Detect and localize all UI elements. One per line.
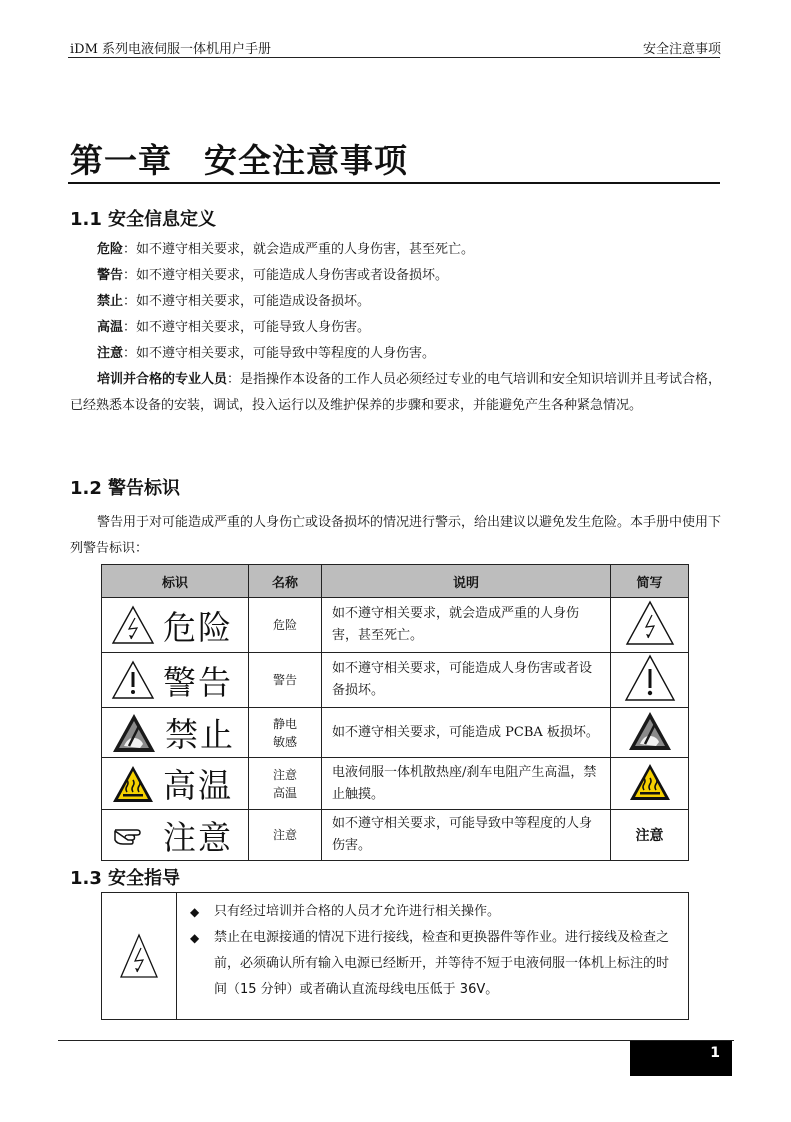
pointing-hand-icon xyxy=(111,820,151,850)
header-divider xyxy=(68,57,720,58)
sign-name: 静电 敏感 xyxy=(249,708,322,758)
warning-sign-table xyxy=(101,564,689,861)
sign-word: 危险 xyxy=(163,607,233,647)
warning-intro: 警告用于对可能造成严重的人身伤亡或设备损坏的情况进行警示，给出建议以避免发生危险。本手册中使用下列警告标识： xyxy=(70,515,722,556)
chapter-label: 第一章 xyxy=(70,141,172,180)
table-row xyxy=(102,653,689,708)
sign-name: 危险 xyxy=(249,598,322,653)
exclamation-triangle-icon xyxy=(624,654,676,702)
definition-warning xyxy=(70,263,722,289)
section-number: 1.3 xyxy=(70,868,102,889)
definition-prohibited xyxy=(70,289,722,315)
diamond-bullet-icon: ◆ xyxy=(190,905,200,919)
definition-text: ：如不遵守相关要求，可能造成设备损坏。 xyxy=(123,294,371,309)
definition-term: 高温 xyxy=(97,320,124,335)
sign-abbreviation xyxy=(611,598,689,653)
hot-surface-icon xyxy=(628,762,672,802)
caution-sign xyxy=(103,812,247,859)
column-header-abbreviation: 简写 xyxy=(611,565,689,598)
chapter-title xyxy=(70,135,408,182)
sign-name: 警告 xyxy=(249,653,322,708)
sign-description: 如不遵守相关要求，可能造成 PCBA 板损坏。 xyxy=(322,708,611,758)
list-item xyxy=(190,899,680,925)
table-row xyxy=(102,810,689,861)
definition-term: 危险 xyxy=(97,242,124,257)
chapter-rule xyxy=(68,182,720,184)
sign-description: 如不遵守相关要求，可能导致中等程度的人身伤害。 xyxy=(322,810,611,861)
definition-text: ：是指操作本设备的工作人员必须经过专业的电气培训和安全知识培训并且考试合格，已经熟悉本设备的安装，调试，投入运行以及维护保养的步骤和要求，并能避免产生各种紧急情况。 xyxy=(70,372,722,413)
page-number-box xyxy=(630,1041,732,1076)
column-header-description: 说明 xyxy=(322,565,611,598)
caution-abbreviation-text: 注意 xyxy=(635,828,664,844)
definition-text: ：如不遵守相关要求，就会造成严重的人身伤害，甚至死亡。 xyxy=(123,242,475,257)
esd-sensitive-icon xyxy=(627,710,673,752)
sign-word: 高温 xyxy=(163,766,233,805)
sign-word: 警告 xyxy=(163,662,233,702)
header-doc-title: iDM 系列电液伺服一体机用户手册 xyxy=(70,42,272,57)
safety-guide-box xyxy=(101,892,689,1020)
chapter-name: 安全注意事项 xyxy=(204,141,408,180)
sign-abbreviation xyxy=(611,708,689,758)
list-item-text: 禁止在电源接通的情况下进行接线，检查和更换器件等作业。进行接线及检查之前，必须确认所有输入电源已经断开，并等待不短于电液伺服一体机上标注的时间（15 分钟）或者确认直流母线电压低于 36V。 xyxy=(214,930,670,997)
definition-term: 警告 xyxy=(97,268,124,283)
hot-surface-sign xyxy=(103,760,247,807)
section-heading-1-2 xyxy=(70,474,180,500)
header-section-title: 安全注意事项 xyxy=(642,42,721,57)
table-row xyxy=(102,598,689,653)
sign-description: 如不遵守相关要求，可能造成人身伤害或者设备损坏。 xyxy=(322,653,611,708)
esd-sensitive-icon xyxy=(111,712,157,754)
sign-word: 注意 xyxy=(163,817,233,857)
safety-guide-list xyxy=(190,899,680,1003)
section-title: 安全指导 xyxy=(108,868,180,889)
section-number: 1.2 xyxy=(70,478,102,499)
column-header-sign: 标识 xyxy=(102,565,249,598)
warning-sign xyxy=(103,657,247,704)
sign-name: 注意 xyxy=(249,810,322,861)
sign-description: 如不遵守相关要求，就会造成严重的人身伤害，甚至死亡。 xyxy=(322,598,611,653)
definition-term: 禁止 xyxy=(97,294,124,309)
lightning-triangle-icon xyxy=(119,933,159,979)
section-title: 安全信息定义 xyxy=(108,209,216,230)
section-heading-1-3 xyxy=(70,864,180,890)
definition-text: ：如不遵守相关要求，可能导致中等程度的人身伤害。 xyxy=(123,346,436,361)
definition-term: 培训并合格的专业人员 xyxy=(97,372,228,387)
danger-sign xyxy=(103,602,247,649)
table-header-row xyxy=(102,565,689,598)
prohibited-sign xyxy=(103,709,247,756)
page-number: 1 xyxy=(710,1045,720,1061)
list-item xyxy=(190,925,680,1003)
lightning-triangle-icon xyxy=(625,600,675,646)
column-header-name: 名称 xyxy=(249,565,322,598)
definition-danger xyxy=(70,237,722,263)
definitions-block xyxy=(70,237,722,419)
definition-hot xyxy=(70,315,722,341)
sign-description: 电液伺服一体机散热座/刹车电阻产生高温，禁止触摸。 xyxy=(322,758,611,810)
list-item-text: 只有经过培训并合格的人员才允许进行相关操作。 xyxy=(214,904,501,919)
exclamation-triangle-icon xyxy=(111,660,155,700)
table-row xyxy=(102,758,689,810)
section-number: 1.1 xyxy=(70,209,102,230)
definition-text: ：如不遵守相关要求，可能导致人身伤害。 xyxy=(123,320,371,335)
definition-term: 注意 xyxy=(97,346,124,361)
diamond-bullet-icon: ◆ xyxy=(190,931,200,945)
definition-qualified-personnel xyxy=(70,367,722,419)
sign-abbreviation xyxy=(611,810,689,861)
lightning-triangle-icon xyxy=(111,605,155,645)
sign-name: 注意 高温 xyxy=(249,758,322,810)
section-heading-1-1 xyxy=(70,205,216,231)
sign-word: 禁止 xyxy=(165,715,235,754)
definition-caution xyxy=(70,341,722,367)
table-row xyxy=(102,708,689,758)
section-title: 警告标识 xyxy=(108,478,180,499)
definition-text: ：如不遵守相关要求，可能造成人身伤害或者设备损坏。 xyxy=(123,268,449,283)
sign-abbreviation xyxy=(611,653,689,708)
hot-surface-icon xyxy=(111,764,155,804)
sign-abbreviation xyxy=(611,758,689,810)
